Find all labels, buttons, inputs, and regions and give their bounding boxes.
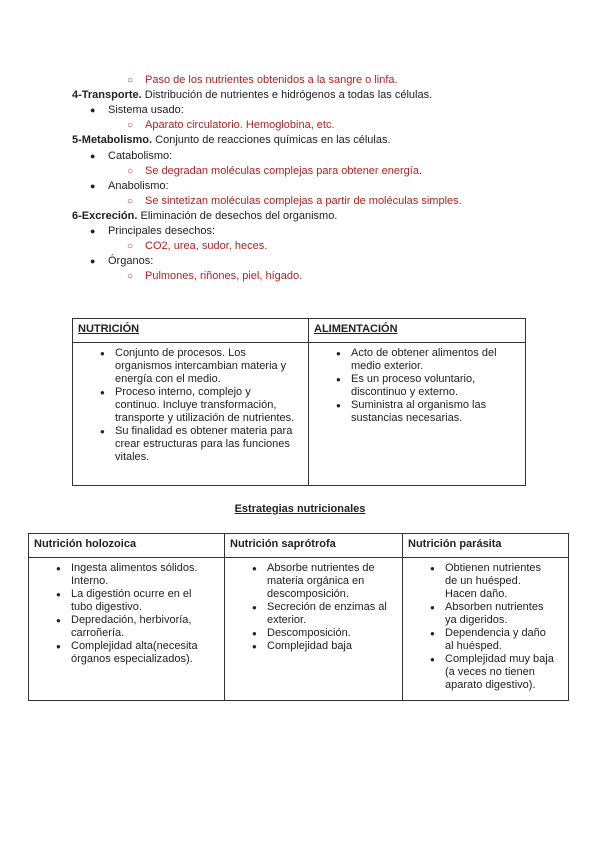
sub-item-text: Se degradan moléculas complejas para obtener energía. [145,164,423,177]
strategies-title: Estrategias nutricionales [234,503,366,515]
saprotrofa-cell [225,558,403,701]
list-item: ● Obtienen nutrientes de un huésped. Hacen daño. [427,562,554,601]
list-item: ● Conjunto de procesos. Los organismos intercambian materia y energía con el medio. [97,347,298,386]
nutricion-list [97,347,298,464]
alimentacion-list [333,347,501,425]
bullet-icon: ● [90,256,96,267]
saprotrofa-header: Nutrición saprótrofa [225,534,403,558]
list-item: ● La digestión ocurre en el tubo digestivo. [53,588,210,614]
list-item: ● Descomposición. [249,627,388,640]
section-heading [72,88,432,102]
bullet-item [90,254,153,268]
circle-bullet-icon: ○ [127,120,134,132]
list-item: ● Proceso interno, complejo y continuo. Incluye transformación, transporte y utilización de nutrientes. [97,386,298,425]
holozoica-cell [29,558,225,701]
nutricion-alimentacion-table [72,318,526,486]
list-item: ● Ingesta alimentos sólidos. Interno. [53,562,210,588]
sub-item-text: Paso de los nutrientes obtenidos a la sangre o linfa. [145,74,398,86]
sub-item [127,118,335,133]
nutricion-header: NUTRICIÓN [73,319,309,343]
bullet-item [90,103,184,117]
bullet-item-text: Principales desechos: [108,225,216,237]
circle-bullet-icon: ○ [127,165,134,177]
section-heading-text: Eliminación de desechos del organismo. [137,209,338,222]
sub-item [127,73,398,88]
parasita-list [427,562,554,692]
bullet-icon: ● [90,180,96,191]
list-item: ● Complejidad baja [249,640,388,653]
list-item: ● Suministra al organismo las sustancias necesarias. [333,399,501,425]
bullet-icon: ● [90,226,96,236]
bullet-icon: ● [90,150,96,161]
circle-bullet-icon: ○ [127,241,134,253]
sub-item [127,269,302,284]
section-heading-text: Distribución de nutrientes e hidrógenos a todas las células. [141,89,433,102]
section-heading [72,209,337,223]
section-heading-bold: 6-Excreción. [72,209,138,222]
sub-item [127,239,267,254]
circle-bullet-icon: ○ [127,195,134,207]
list-item: ● Dependencia y daño al huésped. [427,627,554,653]
bullet-item [90,179,169,193]
sub-item [127,194,462,209]
list-item: ● Su finalidad es obtener materia para crear estructuras para las funciones vitales. [97,425,298,464]
bullet-item [90,224,215,238]
bullet-icon: ● [90,105,96,116]
sub-item-text: Pulmones, riñones, piel, hígado. [145,270,303,283]
bullet-item-text: Órganos: [108,255,154,268]
section-heading-bold: 5-Metabolismo. [72,134,153,147]
nutricion-cell [73,343,309,486]
bullet-item [90,149,172,163]
holozoica-header: Nutrición holozoica [29,534,225,558]
list-item: ● Complejidad alta(necesita órganos especializados). [53,640,210,666]
circle-bullet-icon: ○ [127,271,134,283]
alimentacion-header: ALIMENTACIÓN [309,319,526,343]
bullet-item-text: Anabolismo: [108,179,169,192]
sub-item-text: Se sintetizan moléculas complejas a partir de moléculas simples. [145,194,462,207]
saprotrofa-list [249,562,388,653]
alimentacion-cell [309,343,526,486]
parasita-header: Nutrición parásita [403,534,569,558]
list-item: ● Depredación, herbivoría, carroñería. [53,614,210,640]
parasita-cell [403,558,569,701]
list-item: ● Acto de obtener alimentos del medio exterior. [333,347,501,373]
section-heading-text: Conjunto de reacciones químicas en las células. [152,134,391,147]
list-item: ● Complejidad muy baja (a veces no tienen aparato digestivo). [427,653,554,692]
sub-item-text: CO2, urea, sudor, heces. [145,240,268,253]
list-item: ● Absorben nutrientes ya digeridos. [427,601,554,627]
section-heading [72,133,391,147]
sub-item-text: Aparato circulatorio. Hemoglobina, etc. [145,119,335,132]
holozoica-list [53,562,210,666]
section-heading-bold: 4-Transporte. [72,89,142,102]
bullet-item-text: Catabolismo: [108,149,173,162]
list-item: ● Es un proceso voluntario, discontinuo y externo. [333,373,501,399]
strategies-table [28,533,569,701]
list-item: ● Absorbe nutrientes de materia orgánica en descomposición. [249,562,388,601]
bullet-item-text: Sistema usado: [108,104,184,117]
sub-item [127,164,422,179]
list-item: ● Secreción de enzimas al exterior. [249,601,388,627]
circle-bullet-icon: ○ [127,75,134,86]
